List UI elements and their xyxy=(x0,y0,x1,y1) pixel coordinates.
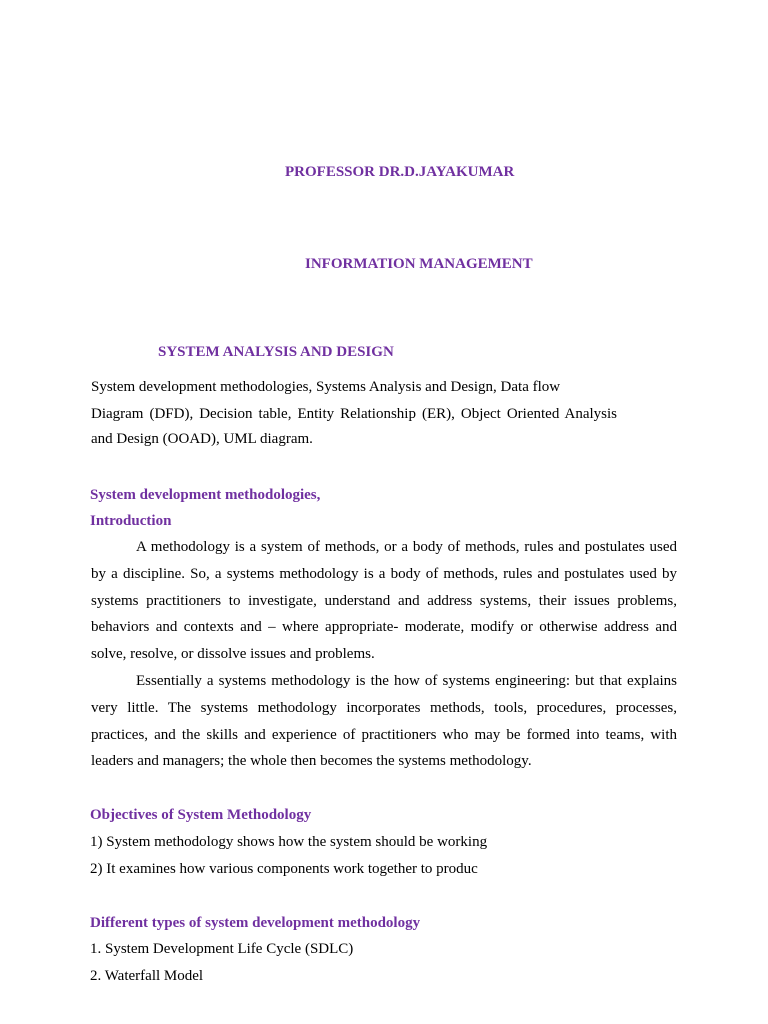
topic-title: SYSTEM ANALYSIS AND DESIGN xyxy=(158,344,394,360)
objectives-heading: Objectives of System Methodology xyxy=(90,807,312,823)
types-heading: Different types of system development methodology xyxy=(90,915,421,931)
intro-paragraph-1: A methodology is a system of methods, or a body of methods, rules and postulates used by a discipline. So, a systems methodology is a body of methods, rules and postulates used by systems practitioners to investigate, understand and address systems, their issues problems, behaviors and contexts and – where appropriate- moderate, modify or otherwise address and solve, resolve, or dissolve issues and problems. xyxy=(91,539,677,663)
section-heading: System development methodologies, xyxy=(90,487,321,503)
professor-title: PROFESSOR DR.D.JAYAKUMAR xyxy=(285,164,515,180)
summary-line-1: System development methodologies, Systems Analysis and Design, Data flow xyxy=(91,379,561,395)
type-item-1: 1. System Development Life Cycle (SDLC) xyxy=(90,941,354,957)
summary-line-2: Diagram (DFD), Decision table, Entity Relationship (ER), Object Oriented Analysis xyxy=(91,406,617,422)
subject-title: INFORMATION MANAGEMENT xyxy=(305,256,533,272)
summary-line-3: and Design (OOAD), UML diagram. xyxy=(91,431,313,447)
section-subheading: Introduction xyxy=(90,513,172,529)
objective-item-1: 1) System methodology shows how the system should be working xyxy=(90,834,488,850)
objective-item-2: 2) It examines how various components work together to produc xyxy=(90,861,478,877)
type-item-2: 2. Waterfall Model xyxy=(90,968,204,984)
intro-paragraph-2: Essentially a systems methodology is the how of systems engineering: but that explains very little. The systems methodology incorporates methods, tools, procedures, processes, practices, and the skills and experience of practitioners who may be formed into teams, with leaders and managers; the whole then becomes the systems methodology. xyxy=(91,673,677,770)
